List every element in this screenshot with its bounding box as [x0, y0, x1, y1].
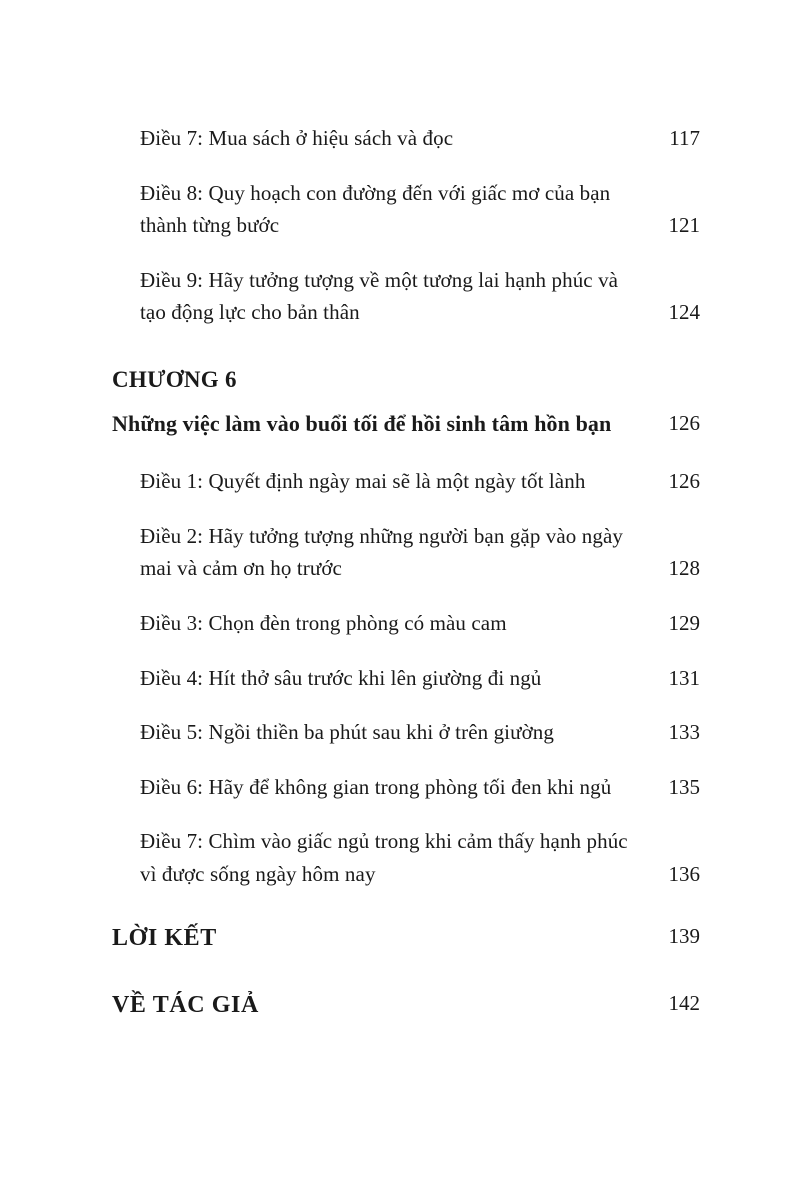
toc-entry-page: 142	[668, 991, 700, 1016]
toc-entry-page: 117	[669, 126, 700, 150]
toc-entry[interactable]	[112, 771, 700, 804]
toc-entry-conclusion[interactable]	[112, 920, 700, 957]
toc-entry-title: Điều 7: Chìm vào giấc ngủ trong khi cảm thấy hạnh phúc vì được sống ngày hôm nay	[140, 829, 628, 886]
toc-entry-page: 139	[668, 924, 700, 949]
chapter-label: CHƯƠNG 6	[112, 366, 237, 392]
toc-entry-title: Điều 8: Quy hoạch con đường đến với giấc mơ của bạn thành từng bước	[140, 180, 611, 238]
toc-entry-title: Điều 2: Hãy tưởng tượng những người bạn gặp vào ngày mai và cảm ơn họ trước	[140, 523, 623, 581]
toc-entry[interactable]	[112, 607, 700, 640]
toc-entry-title: Điều 6: Hãy để không gian trong phòng tối đen khi ngủ	[140, 774, 612, 799]
chapter-page: 126	[668, 411, 700, 436]
toc-entry-page: 131	[668, 665, 700, 690]
chapter-heading	[112, 363, 700, 398]
toc-entry-page: 128	[668, 556, 700, 581]
toc-entry-title: Điều 7: Mua sách ở hiệu sách và đọc	[140, 126, 454, 150]
toc-entry-page: 126	[668, 469, 700, 494]
table-of-contents	[112, 118, 700, 1051]
toc-entry[interactable]	[112, 122, 700, 155]
toc-entry-title: Điều 5: Ngồi thiền ba phút sau khi ở trên giường	[140, 720, 555, 745]
toc-entry[interactable]	[112, 716, 700, 749]
chapter-title: Những việc làm vào buổi tối để hồi sinh tâm hồn bạn	[112, 411, 612, 437]
toc-entry[interactable]	[112, 662, 700, 695]
toc-entry-page: 136	[668, 861, 700, 886]
toc-entry[interactable]	[112, 520, 700, 585]
toc-entry-title: VỀ TÁC GIẢ	[112, 992, 259, 1019]
toc-entry-title: Điều 9: Hãy tưởng tượng về một tương lai hạnh phúc và tạo động lực cho bản thân	[140, 267, 619, 325]
toc-entry-title: LỜI KẾT	[112, 925, 217, 952]
toc-entry[interactable]	[112, 465, 700, 498]
toc-entry-page: 129	[668, 610, 700, 635]
toc-entry-title: Điều 1: Quyết định ngày mai sẽ là một ngày tốt lành	[140, 469, 586, 494]
toc-entry[interactable]	[112, 177, 700, 242]
toc-entry-title: Điều 4: Hít thở sâu trước khi lên giường đi ngủ	[140, 665, 542, 690]
toc-entry-title: Điều 3: Chọn đèn trong phòng có màu cam	[140, 610, 507, 635]
toc-entry[interactable]	[112, 264, 700, 329]
toc-entry-page: 135	[668, 774, 700, 799]
chapter-title-entry[interactable]	[112, 407, 700, 441]
toc-entry[interactable]	[112, 825, 700, 890]
toc-entry-page: 121	[668, 213, 700, 238]
toc-entry-page: 124	[668, 300, 700, 325]
toc-entry-page: 133	[668, 720, 700, 745]
toc-entry-about-author[interactable]	[112, 987, 700, 1024]
